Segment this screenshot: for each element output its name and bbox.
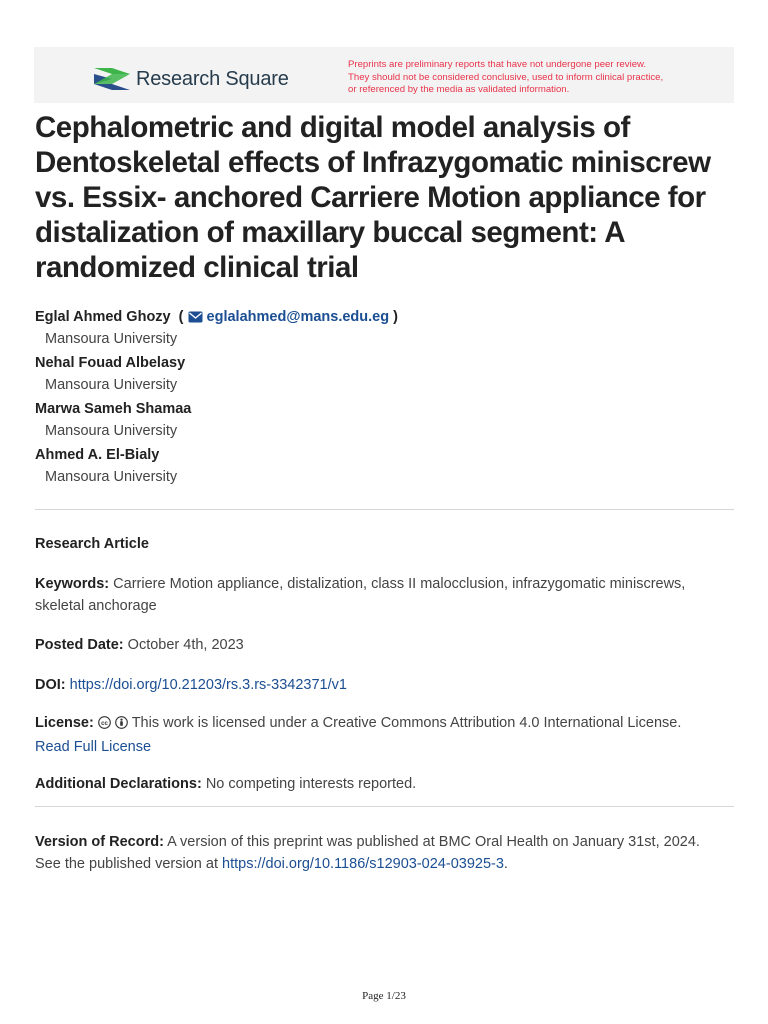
section-divider [35, 806, 734, 807]
by-icon [115, 716, 128, 729]
declarations-label: Additional Declarations: [35, 776, 202, 792]
disclaimer-line: Preprints are preliminary reports that have not undergone peer review. [348, 59, 647, 70]
doi-link[interactable]: https://doi.org/10.21203/rs.3.rs-3342371/v1 [69, 677, 347, 693]
posted-date-value: October 4th, 2023 [127, 637, 244, 653]
article-type-label: Research Article [35, 536, 149, 552]
doi [35, 674, 735, 696]
title-line: distalization of maxillary buccal segment: A [35, 216, 626, 249]
author-entry [35, 444, 735, 488]
posted-date [35, 634, 735, 656]
author-affiliation: Mansoura University [45, 331, 178, 347]
license [35, 712, 735, 758]
preprint-banner [34, 47, 734, 103]
research-square-logo[interactable] [94, 65, 289, 93]
title-line: vs. Essix- anchored Carriere Motion appliance for [35, 181, 706, 214]
title-line: randomized clinical trial [35, 251, 359, 284]
version-prefix: See the published version at [35, 856, 218, 872]
author-entry: Eglal Ahmed Ghozy ( eglalahmed@mans.edu.eg ) Mansoura University [35, 306, 735, 350]
author-email-link[interactable]: eglalahmed@mans.edu.eg [206, 309, 390, 325]
author-entry [35, 398, 735, 442]
author-name: Nehal Fouad Albelasy [35, 355, 186, 371]
preprint-disclaimer [348, 59, 728, 97]
keywords [35, 573, 735, 617]
keywords-value-cont: skeletal anchorage [35, 598, 157, 614]
author-name: Marwa Sameh Shamaa [35, 401, 192, 417]
version-text: A version of this preprint was published at BMC Oral Health on January 31st, 2024. [167, 834, 700, 850]
declarations-value: No competing interests reported. [205, 776, 417, 792]
keywords-label: Keywords: [35, 576, 110, 592]
version-of-record [35, 831, 735, 875]
version-suffix: . [503, 856, 508, 872]
logo-text: Research Square [136, 67, 289, 90]
disclaimer-line: They should not be considered conclusive, used to inform clinical practice, [348, 71, 664, 83]
research-square-chevron-logo [94, 65, 130, 93]
doi-label: DOI: [35, 677, 66, 693]
author-name: Eglal Ahmed Ghozy [35, 309, 171, 325]
section-divider [35, 509, 734, 510]
author-list [35, 306, 735, 490]
author-name: Ahmed A. El-Bialy [35, 447, 160, 463]
envelope-icon [188, 311, 203, 323]
read-full-license-link[interactable]: Read Full License [35, 739, 152, 755]
author-entry [35, 352, 735, 396]
disclaimer-line: or referenced by the media as validated information. [348, 84, 570, 95]
article-type [35, 533, 735, 555]
additional-declarations [35, 773, 735, 795]
author-affiliation: Mansoura University [45, 469, 178, 485]
page-number: Page 1/23 [362, 990, 406, 1002]
author-affiliation: Mansoura University [45, 377, 178, 393]
posted-date-label: Posted Date: [35, 637, 124, 653]
keywords-value: Carriere Motion appliance, distalization, class II malocclusion, infrazygomatic miniscrews, [113, 576, 686, 592]
cc-icon [98, 716, 111, 729]
published-version-link[interactable]: https://doi.org/10.1186/s12903-024-03925-3 [222, 856, 504, 872]
paper-title [35, 110, 735, 285]
license-label: License: [35, 715, 94, 731]
license-text: This work is licensed under a Creative Commons Attribution 4.0 International License. [131, 715, 682, 731]
author-affiliation: Mansoura University [45, 423, 178, 439]
svg-text:cc: cc [101, 720, 108, 727]
version-label: Version of Record: [35, 834, 164, 850]
title-line: Cephalometric and digital model analysis of [35, 111, 630, 144]
title-line: Dentoskeletal effects of Infrazygomatic miniscrew [35, 146, 711, 179]
